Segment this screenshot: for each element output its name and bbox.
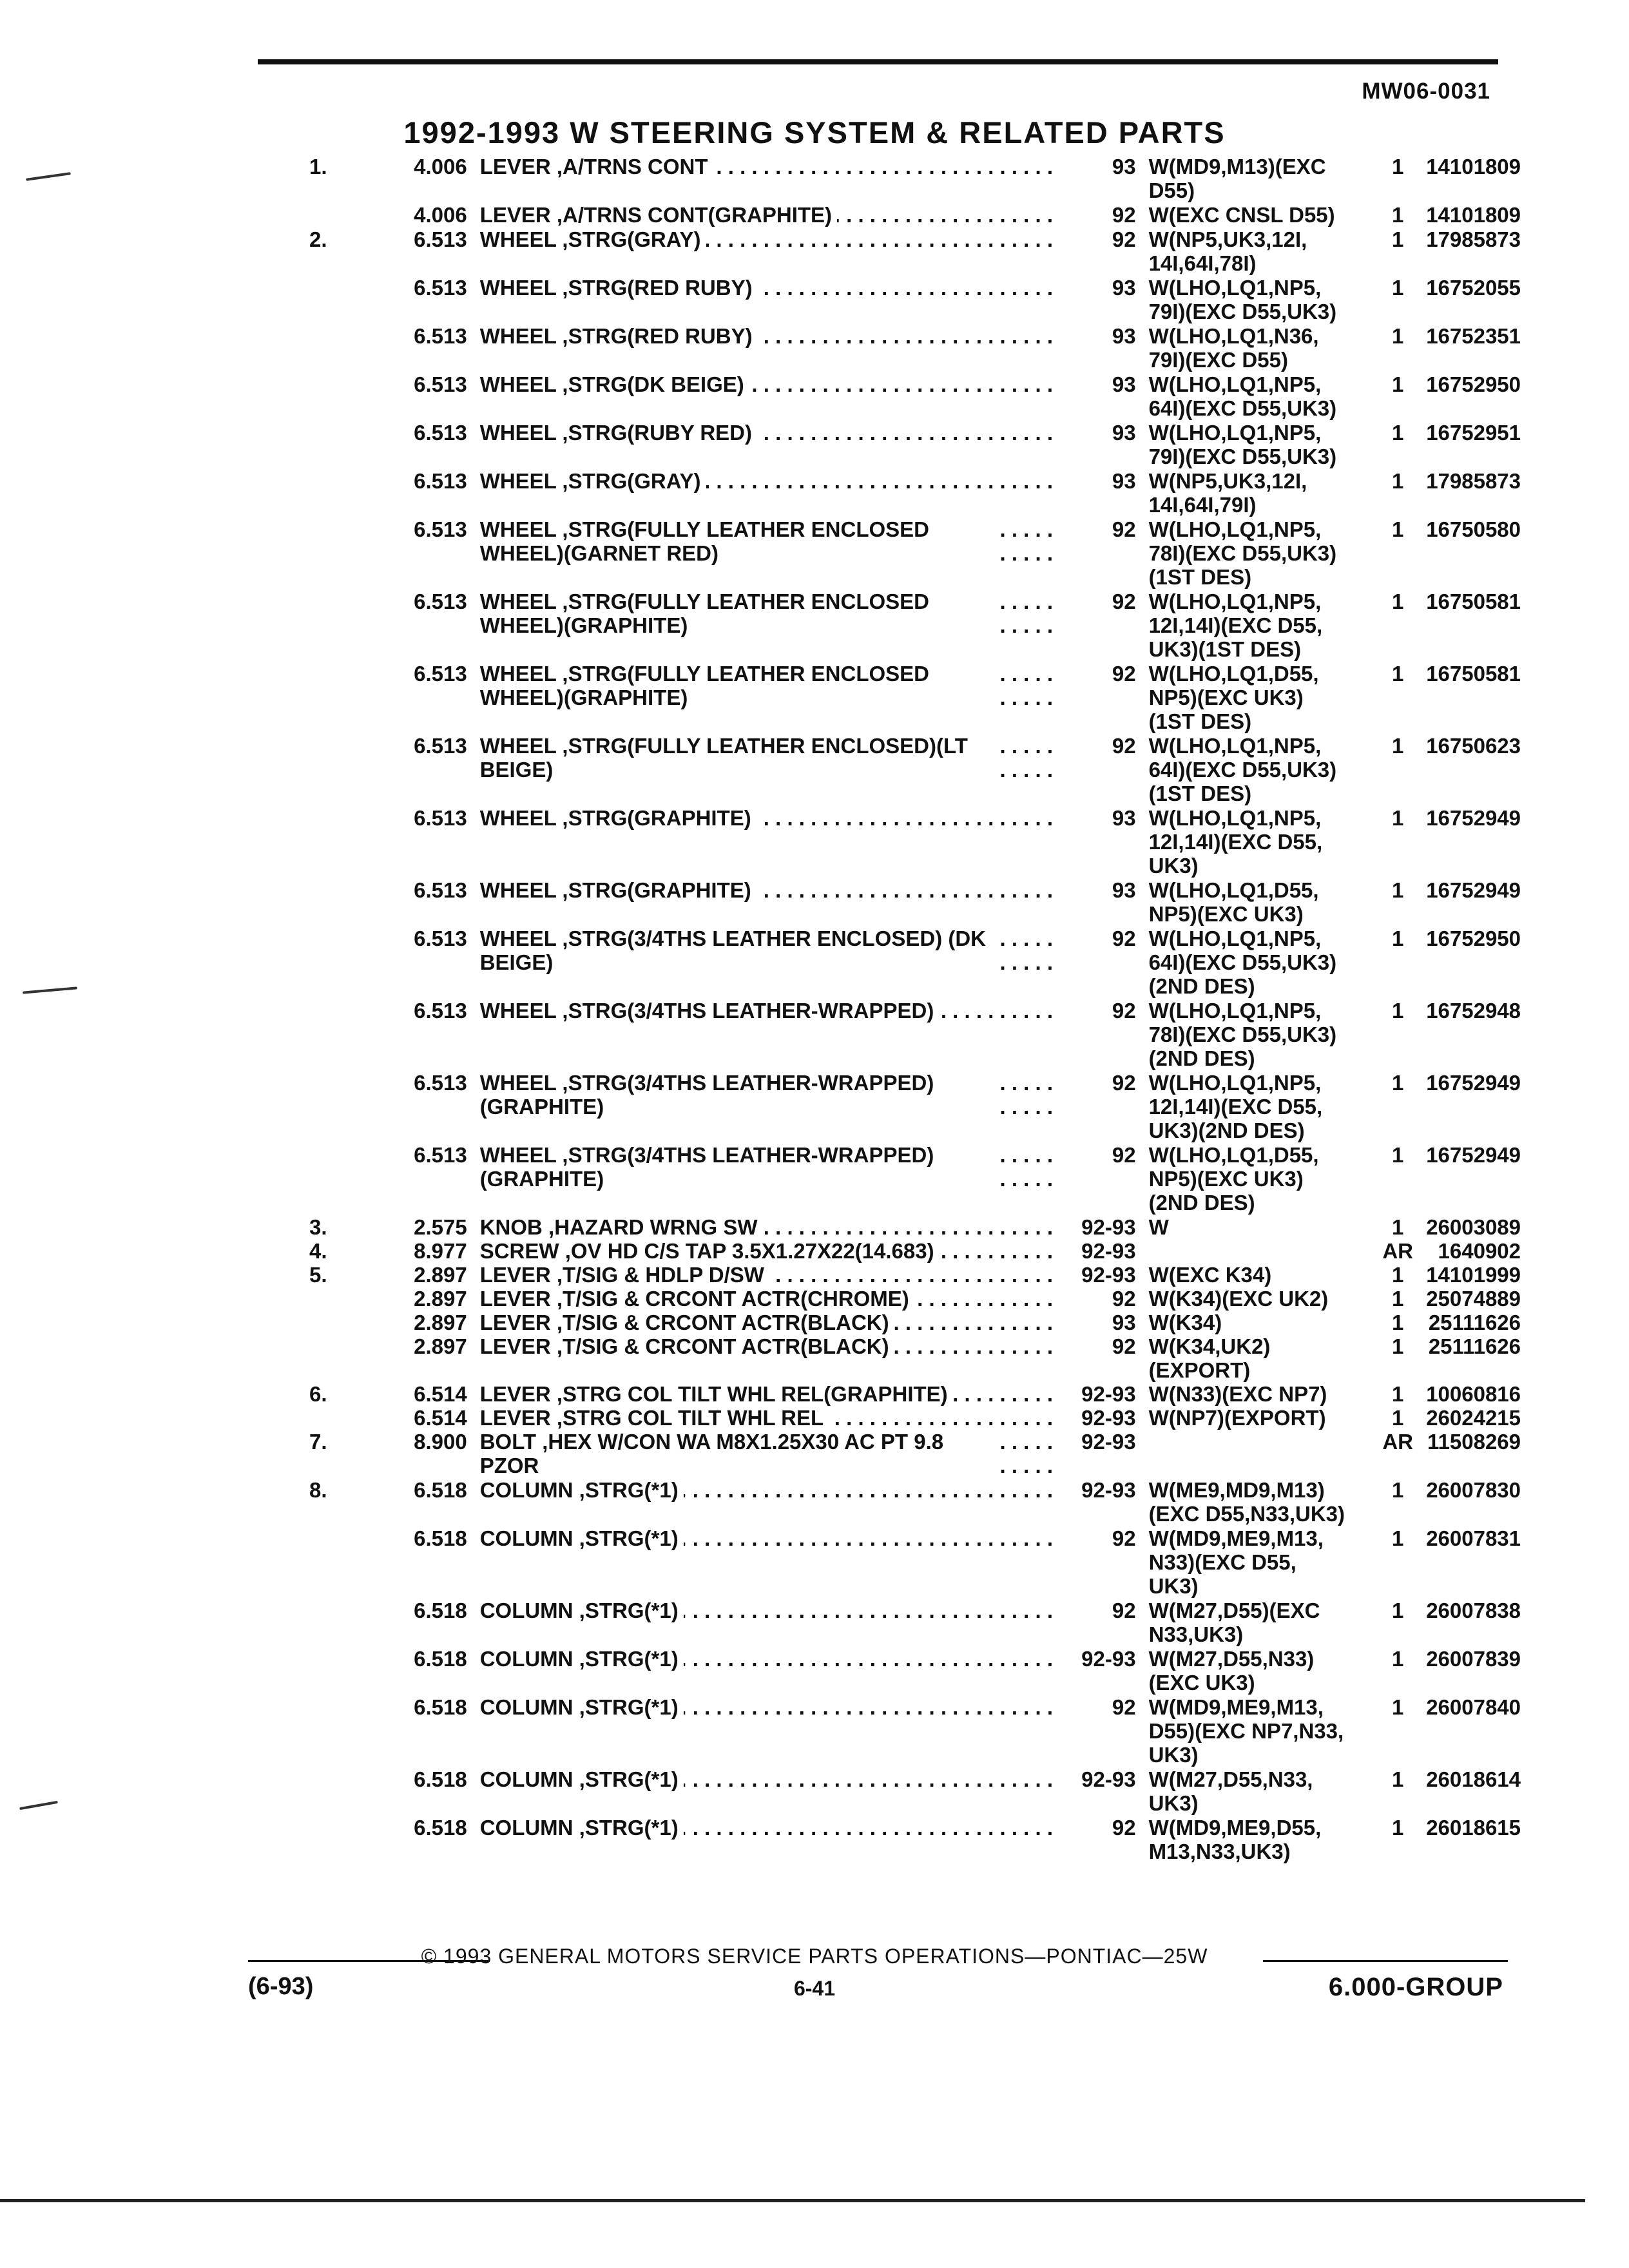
usage-codes: W(LHO,LQ1,NP5, 64I)(EXC D55,UK3) (2ND DES) (1148, 927, 1337, 998)
part-number: 16750581 (1426, 590, 1521, 613)
quantity: 1 (1391, 734, 1404, 758)
bottom-rule (0, 2199, 1585, 2202)
usage-codes: W(ME9,MD9,M13) (EXC D55,N33,UK3) (1148, 1478, 1345, 1526)
part-row (309, 1767, 1521, 1815)
quantity: 1 (1391, 1071, 1404, 1095)
part-number: 14101809 (1426, 155, 1521, 178)
model-year: 92-93 (1081, 1382, 1136, 1406)
part-description-text: SCREW ,OV HD C/S TAP 3.5X1.27X22(14.683) (480, 1239, 940, 1263)
model-year: 92 (1112, 227, 1136, 251)
model-year: 92 (1112, 734, 1136, 758)
usage-codes: W(LHO,LQ1,NP5, 12I,14I)(EXC D55, UK3)(2ND DES) (1148, 1071, 1323, 1142)
part-row (309, 1215, 1521, 1239)
quantity: 1 (1391, 1215, 1404, 1239)
part-description-text: COLUMN ,STRG(*1) (480, 1767, 684, 1791)
model-year: 92 (1112, 927, 1136, 950)
part-description (480, 1599, 1060, 1622)
part-description (480, 1816, 1060, 1840)
quantity: 1 (1391, 155, 1404, 178)
quantity: 1 (1391, 1287, 1404, 1311)
parts-list (309, 155, 1521, 1863)
model-year: 92-93 (1081, 1478, 1136, 1502)
group-number: 6.518 (414, 1647, 467, 1671)
group-number: 6.513 (414, 734, 467, 758)
model-year: 92-93 (1081, 1239, 1136, 1263)
group-number: 6.513 (414, 227, 467, 251)
ref-number: 5. (309, 1263, 327, 1287)
part-description (480, 1406, 1060, 1430)
quantity: 1 (1391, 590, 1404, 613)
group-number: 4.006 (414, 155, 467, 178)
quantity: 1 (1391, 469, 1404, 493)
part-description (480, 276, 1060, 300)
part-description-text: WHEEL ,STRG(RUBY RED) (480, 421, 757, 445)
model-year: 92 (1112, 1695, 1136, 1719)
part-description-text: LEVER ,STRG COL TILT WHL REL (480, 1406, 829, 1430)
part-description-text: WHEEL ,STRG(GRAPHITE) (480, 878, 757, 902)
part-description-text: BOLT ,HEX W/CON WA M8X1.25X30 AC PT 9.8 PZOR (480, 1430, 1001, 1477)
part-row (309, 1287, 1521, 1311)
part-number: 26007840 (1426, 1695, 1521, 1719)
part-description-text: COLUMN ,STRG(*1) (480, 1695, 684, 1719)
part-description-text: COLUMN ,STRG(*1) (480, 1526, 684, 1550)
group-number: 6.513 (414, 590, 467, 613)
model-year: 92 (1112, 1334, 1136, 1358)
part-row (309, 227, 1521, 275)
part-number: 26024215 (1426, 1406, 1521, 1430)
quantity: 1 (1391, 1599, 1404, 1622)
part-row (309, 927, 1521, 998)
model-year: 92 (1112, 203, 1136, 227)
quantity: 1 (1391, 1143, 1404, 1167)
group-number: 2.897 (414, 1287, 467, 1311)
quantity: 1 (1391, 203, 1404, 227)
top-rule (258, 59, 1498, 64)
part-description (480, 1311, 1060, 1334)
quantity: 1 (1391, 517, 1404, 541)
part-description-text: WHEEL ,STRG(GRAY) (480, 227, 706, 251)
quantity: 1 (1391, 662, 1404, 686)
quantity: 1 (1391, 1382, 1404, 1406)
ref-number: 7. (309, 1430, 327, 1454)
part-description-text: COLUMN ,STRG(*1) (480, 1599, 684, 1622)
part-row (309, 517, 1521, 589)
usage-codes: W(LHO,LQ1,D55, NP5)(EXC UK3) (1148, 878, 1319, 926)
model-year: 93 (1112, 324, 1136, 348)
part-description-text: COLUMN ,STRG(*1) (480, 1478, 684, 1502)
part-description-text: COLUMN ,STRG(*1) (480, 1816, 684, 1840)
part-description (480, 1382, 1060, 1406)
model-year: 92 (1112, 999, 1136, 1023)
usage-codes: W(MD9,M13)(EXC D55) (1148, 155, 1326, 202)
part-description-text: LEVER ,T/SIG & CRCONT ACTR(BLACK) (480, 1311, 894, 1334)
part-description (480, 1478, 1060, 1502)
part-description (480, 734, 1060, 782)
model-year: 92-93 (1081, 1647, 1136, 1671)
part-description (480, 372, 1060, 396)
quantity: 1 (1391, 1311, 1404, 1334)
part-description (480, 1334, 1060, 1358)
part-row (309, 372, 1521, 420)
model-year: 92 (1112, 662, 1136, 686)
part-description (480, 469, 1060, 493)
part-description (480, 324, 1060, 348)
part-description-text: WHEEL ,STRG(FULLY LEATHER ENCLOSED WHEEL)(GRAPHITE) (480, 662, 1001, 709)
part-description (480, 999, 1060, 1023)
quantity: 1 (1391, 276, 1404, 300)
part-row (309, 734, 1521, 805)
part-number: 16752949 (1426, 1071, 1521, 1095)
part-description-text: LEVER ,T/SIG & HDLP D/SW (480, 1263, 769, 1287)
part-row (309, 1406, 1521, 1430)
ref-number: 3. (309, 1215, 327, 1239)
group-number: 6.518 (414, 1695, 467, 1719)
usage-codes: W(M27,D55,N33) (EXC UK3) (1148, 1647, 1315, 1695)
part-row (309, 1478, 1521, 1526)
model-year: 92-93 (1081, 1406, 1136, 1430)
usage-codes: W(M27,D55,N33, UK3) (1148, 1767, 1313, 1815)
part-row (309, 806, 1521, 878)
binder-hole-mark (19, 1801, 58, 1810)
part-description (480, 927, 1060, 974)
quantity: AR (1382, 1239, 1413, 1263)
part-row (309, 1695, 1521, 1767)
part-number: 17985873 (1426, 469, 1521, 493)
part-row (309, 1430, 1521, 1477)
part-row (309, 1143, 1521, 1215)
part-description-text: WHEEL ,STRG(3/4THS LEATHER-WRAPPED) (GRAPHITE) (480, 1071, 1001, 1119)
group-number: 6.513 (414, 662, 467, 686)
part-row (309, 1239, 1521, 1263)
usage-codes: W(NP5,UK3,12I, 14I,64I,78I) (1148, 227, 1307, 275)
model-year: 92 (1112, 590, 1136, 613)
group-number: 6.513 (414, 1143, 467, 1167)
quantity: 1 (1391, 1816, 1404, 1840)
group-number: 2.897 (414, 1311, 467, 1334)
model-year: 92 (1112, 1143, 1136, 1167)
part-number: 16752951 (1426, 421, 1521, 445)
part-number: 25074889 (1426, 1287, 1521, 1311)
usage-codes: W(EXC K34) (1148, 1263, 1272, 1287)
part-number: 26007838 (1426, 1599, 1521, 1622)
part-description (480, 1647, 1060, 1671)
part-description-text: LEVER ,T/SIG & CRCONT ACTR(CHROME) (480, 1287, 914, 1311)
part-description-text: WHEEL ,STRG(FULLY LEATHER ENCLOSED)(LT BEIGE) (480, 734, 1001, 782)
part-row (309, 203, 1521, 227)
model-year: 92-93 (1081, 1215, 1136, 1239)
part-description (480, 1239, 1060, 1263)
part-row (309, 1526, 1521, 1598)
part-description (480, 1071, 1060, 1119)
part-description (480, 662, 1060, 709)
model-year: 93 (1112, 806, 1136, 830)
group-number: 6.513 (414, 1071, 467, 1095)
part-number: 14101999 (1426, 1263, 1521, 1287)
model-year: 92-93 (1081, 1263, 1136, 1287)
group-number: 6.513 (414, 421, 467, 445)
model-year: 93 (1112, 878, 1136, 902)
part-row (309, 662, 1521, 733)
part-number: 26018615 (1426, 1816, 1521, 1840)
footer-date-code: (6-93) (248, 1973, 314, 2000)
part-description-text: LEVER ,A/TRNS CONT (480, 155, 713, 178)
part-number: 16752950 (1426, 927, 1521, 950)
usage-codes: W(N33)(EXC NP7) (1148, 1382, 1327, 1406)
part-description-text: COLUMN ,STRG(*1) (480, 1647, 684, 1671)
part-description (480, 1143, 1060, 1191)
part-description-text: WHEEL ,STRG(FULLY LEATHER ENCLOSED WHEEL)(GARNET RED) (480, 517, 1001, 565)
usage-codes: W(LHO,LQ1,NP5, 79I)(EXC D55,UK3) (1148, 276, 1337, 323)
usage-codes: W(LHO,LQ1,D55, NP5)(EXC UK3) (2ND DES) (1148, 1143, 1319, 1215)
part-row (309, 324, 1521, 372)
part-description (480, 203, 1060, 227)
usage-codes: W(M27,D55)(EXC N33,UK3) (1148, 1599, 1320, 1646)
part-description (480, 1526, 1060, 1550)
group-number: 2.897 (414, 1334, 467, 1358)
model-year: 93 (1112, 155, 1136, 178)
usage-codes: W(NP7)(EXPORT) (1148, 1406, 1326, 1430)
part-description-text: WHEEL ,STRG(3/4THS LEATHER ENCLOSED) (DK BEIGE) (480, 927, 1001, 974)
quantity: 1 (1391, 1334, 1404, 1358)
part-description-text: KNOB ,HAZARD WRNG SW (480, 1215, 763, 1239)
model-year: 93 (1112, 469, 1136, 493)
model-year: 92 (1112, 1526, 1136, 1550)
part-description-text: WHEEL ,STRG(DK BEIGE) (480, 372, 749, 396)
ref-number: 1. (309, 155, 327, 178)
part-description-text: LEVER ,A/TRNS CONT(GRAPHITE) (480, 203, 837, 227)
usage-codes: W(K34,UK2) (EXPORT) (1148, 1334, 1271, 1382)
part-description (480, 590, 1060, 637)
quantity: 1 (1391, 999, 1404, 1023)
usage-codes: W(LHO,LQ1,NP5, 12I,14I)(EXC D55, UK3) (1148, 806, 1323, 878)
quantity: 1 (1391, 1767, 1404, 1791)
quantity: 1 (1391, 1263, 1404, 1287)
binder-hole-mark (23, 986, 77, 994)
part-description (480, 1215, 1060, 1239)
part-number: 16752949 (1426, 1143, 1521, 1167)
part-number: 26018614 (1426, 1767, 1521, 1791)
part-number: 17985873 (1426, 227, 1521, 251)
page-title: 1992-1993 W STEERING SYSTEM & RELATED PARTS (403, 115, 1226, 149)
part-number: 16750580 (1426, 517, 1521, 541)
group-number: 6.513 (414, 806, 467, 830)
ref-number: 2. (309, 227, 327, 251)
part-description (480, 1767, 1060, 1791)
part-description (480, 1430, 1060, 1477)
usage-codes: W(EXC CNSL D55) (1148, 203, 1335, 227)
model-year: 93 (1112, 276, 1136, 300)
part-row (309, 1647, 1521, 1695)
footer-page-number: 6-41 (793, 1977, 836, 2000)
quantity: 1 (1391, 806, 1404, 830)
part-number: 14101809 (1426, 203, 1521, 227)
part-number: 16752055 (1426, 276, 1521, 300)
part-row (309, 1263, 1521, 1287)
part-row (309, 1334, 1521, 1382)
footer-group: 6.000-GROUP (1328, 1973, 1503, 2001)
part-number: 16752949 (1426, 806, 1521, 830)
group-number: 6.518 (414, 1767, 467, 1791)
model-year: 93 (1112, 421, 1136, 445)
usage-codes: W(K34) (1148, 1311, 1222, 1334)
part-row (309, 590, 1521, 661)
part-row (309, 155, 1521, 202)
part-description-text: WHEEL ,STRG(3/4THS LEATHER-WRAPPED) (480, 999, 940, 1023)
group-number: 6.514 (414, 1406, 467, 1430)
quantity: 1 (1391, 421, 1404, 445)
model-year: 92 (1112, 1287, 1136, 1311)
group-number: 6.513 (414, 276, 467, 300)
part-number: 11508269 (1427, 1430, 1521, 1454)
part-number: 10060816 (1426, 1382, 1521, 1406)
part-number: 25111626 (1428, 1311, 1521, 1334)
group-number: 6.518 (414, 1478, 467, 1502)
usage-codes: W(NP5,UK3,12I, 14I,64I,79I) (1148, 469, 1307, 517)
model-year: 93 (1112, 372, 1136, 396)
quantity: 1 (1391, 1478, 1404, 1502)
part-description (480, 227, 1060, 251)
usage-codes: W(MD9,ME9,D55, M13,N33,UK3) (1148, 1816, 1322, 1863)
group-number: 6.514 (414, 1382, 467, 1406)
part-number: 16752950 (1426, 372, 1521, 396)
part-description (480, 878, 1060, 902)
part-description (480, 517, 1060, 565)
usage-codes: W(LHO,LQ1,NP5, 64I)(EXC D55,UK3) (1148, 372, 1337, 420)
usage-codes: W (1148, 1215, 1169, 1239)
quantity: 1 (1391, 1526, 1404, 1550)
part-row (309, 1311, 1521, 1334)
ref-number: 4. (309, 1239, 327, 1263)
part-description-text: WHEEL ,STRG(RED RUBY) (480, 276, 758, 300)
usage-codes: W(MD9,ME9,M13, N33)(EXC D55, UK3) (1148, 1526, 1324, 1598)
quantity: 1 (1391, 878, 1404, 902)
group-number: 6.513 (414, 999, 467, 1023)
model-year: 92 (1112, 1599, 1136, 1622)
quantity: 1 (1391, 1406, 1404, 1430)
quantity: 1 (1391, 1647, 1404, 1671)
part-description (480, 1287, 1060, 1311)
group-number: 6.513 (414, 324, 467, 348)
part-description (480, 806, 1060, 830)
part-description-text: WHEEL ,STRG(FULLY LEATHER ENCLOSED WHEEL)(GRAPHITE) (480, 590, 1001, 637)
quantity: 1 (1391, 227, 1404, 251)
part-number: 1640902 (1438, 1239, 1521, 1263)
footer-copyright: © 1993 GENERAL MOTORS SERVICE PARTS OPERATIONS—PONTIAC—25W (421, 1945, 1208, 1968)
part-number: 26007830 (1426, 1478, 1521, 1502)
part-number: 25111626 (1428, 1334, 1521, 1358)
part-row (309, 469, 1521, 517)
part-description-text: WHEEL ,STRG(GRAPHITE) (480, 806, 757, 830)
quantity: 1 (1391, 927, 1404, 950)
model-year: 92 (1112, 517, 1136, 541)
group-number: 8.900 (414, 1430, 467, 1454)
part-row (309, 878, 1521, 926)
usage-codes: W(LHO,LQ1,NP5, 12I,14I)(EXC D55, UK3)(1ST DES) (1148, 590, 1323, 661)
part-number: 16752949 (1426, 878, 1521, 902)
group-number: 2.575 (414, 1215, 467, 1239)
part-row (309, 276, 1521, 323)
usage-codes: W(LHO,LQ1,D55, NP5)(EXC UK3) (1ST DES) (1148, 662, 1319, 733)
part-description (480, 1263, 1060, 1287)
model-year: 92 (1112, 1071, 1136, 1095)
model-year: 93 (1112, 1311, 1136, 1334)
part-row (309, 1382, 1521, 1406)
part-row (309, 1816, 1521, 1863)
quantity: 1 (1391, 324, 1404, 348)
group-number: 6.513 (414, 878, 467, 902)
usage-codes: W(LHO,LQ1,NP5, 64I)(EXC D55,UK3) (1ST DES) (1148, 734, 1337, 805)
group-number: 8.977 (414, 1239, 467, 1263)
part-number: 16752948 (1426, 999, 1521, 1023)
group-number: 6.518 (414, 1599, 467, 1622)
quantity: 1 (1391, 372, 1404, 396)
part-row (309, 421, 1521, 468)
group-number: 6.513 (414, 927, 467, 950)
part-row (309, 999, 1521, 1070)
ref-number: 8. (309, 1478, 327, 1502)
part-row (309, 1071, 1521, 1142)
part-description (480, 421, 1060, 445)
model-year: 92 (1112, 1816, 1136, 1840)
group-number: 6.513 (414, 372, 467, 396)
part-description-text: LEVER ,T/SIG & CRCONT ACTR(BLACK) (480, 1334, 894, 1358)
group-number: 6.518 (414, 1816, 467, 1840)
model-year: 92-93 (1081, 1767, 1136, 1791)
part-description (480, 155, 1060, 178)
part-row (309, 1599, 1521, 1646)
binder-hole-mark (26, 172, 71, 181)
usage-codes: W(K34)(EXC UK2) (1148, 1287, 1329, 1311)
usage-codes: W(LHO,LQ1,NP5, 79I)(EXC D55,UK3) (1148, 421, 1337, 468)
usage-codes: W(LHO,LQ1,NP5, 78I)(EXC D55,UK3) (2ND DES) (1148, 999, 1337, 1070)
part-number: 16750581 (1426, 662, 1521, 686)
part-description-text: WHEEL ,STRG(RED RUBY) (480, 324, 758, 348)
group-number: 6.518 (414, 1526, 467, 1550)
part-number: 26003089 (1426, 1215, 1521, 1239)
model-year: 92-93 (1081, 1430, 1136, 1454)
group-number: 6.513 (414, 469, 467, 493)
group-number: 4.006 (414, 203, 467, 227)
part-description-text: LEVER ,STRG COL TILT WHL REL(GRAPHITE) (480, 1382, 953, 1406)
usage-codes: W(MD9,ME9,M13, D55)(EXC NP7,N33, UK3) (1148, 1695, 1344, 1767)
ref-number: 6. (309, 1382, 327, 1406)
group-number: 2.897 (414, 1263, 467, 1287)
part-description-text: WHEEL ,STRG(GRAY) (480, 469, 706, 493)
quantity: AR (1382, 1430, 1413, 1454)
part-number: 26007839 (1426, 1647, 1521, 1671)
usage-codes: W(LHO,LQ1,N36, 79I)(EXC D55) (1148, 324, 1319, 372)
group-number: 6.513 (414, 517, 467, 541)
document-id: MW06-0031 (1362, 79, 1490, 104)
part-number: 26007831 (1426, 1526, 1521, 1550)
part-number: 16750623 (1426, 734, 1521, 758)
part-description (480, 1695, 1060, 1719)
part-number: 16752351 (1426, 324, 1521, 348)
quantity: 1 (1391, 1695, 1404, 1719)
usage-codes: W(LHO,LQ1,NP5, 78I)(EXC D55,UK3) (1ST DES) (1148, 517, 1337, 589)
part-description-text: WHEEL ,STRG(3/4THS LEATHER-WRAPPED) (GRAPHITE) (480, 1143, 1001, 1191)
